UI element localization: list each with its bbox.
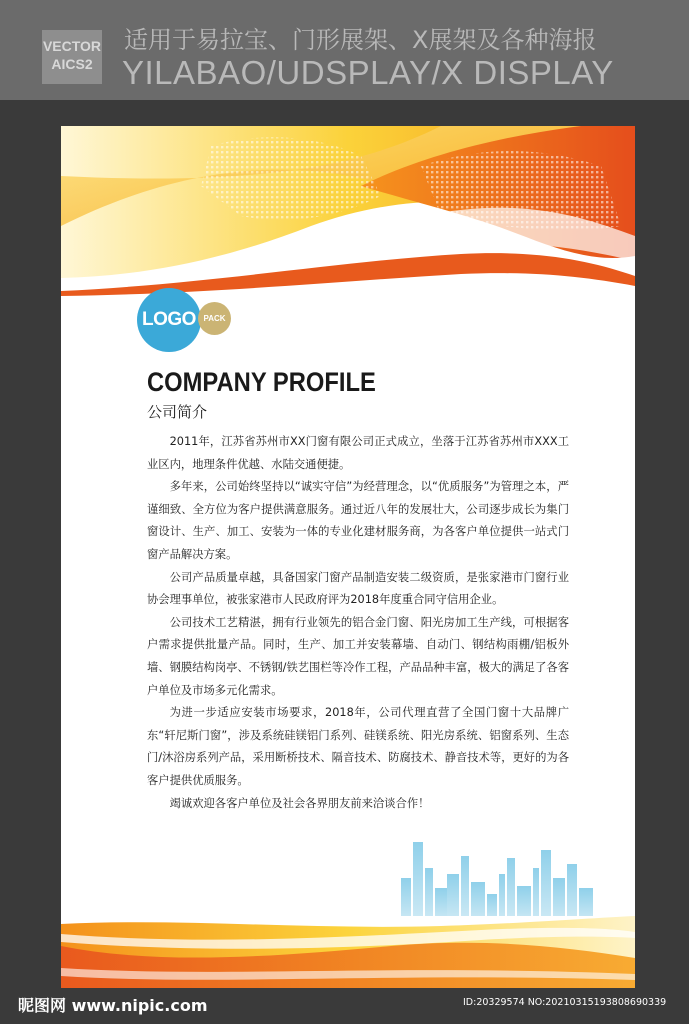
- poster: [61, 126, 635, 988]
- paragraph: 2011年，江苏省苏州市XX门窗有限公司正式成立，坐落于江苏省苏州市XXX工业区内，地理条件优越、水陆交通便捷。: [147, 435, 569, 471]
- watermark-site: 昵图网 www.nipic.com: [18, 996, 208, 1015]
- logo: LOGO: [137, 288, 201, 352]
- top-wave-decoration: [61, 126, 635, 296]
- city-skyline-illustration: [399, 838, 599, 922]
- paragraph: 公司技术工艺精湛，拥有行业领先的铝合金门窗、阳光房加工生产线，可根据客户需求提供批量产品。同时，生产、加工并安装幕墙、自动门、钢结构雨棚/铝板外墙、钢膜结构岗亭、不锈钢/铁艺围栏等冷作工程，产品品种丰富，极大的满足了各客户单位及市场多元化需求。: [147, 615, 569, 697]
- banner-title: 适用于易拉宝、门形展架、X展架及各种海报: [124, 26, 597, 54]
- heading-chinese: 公司简介: [147, 403, 208, 421]
- profile-body: [147, 431, 569, 815]
- paragraph: 竭诚欢迎各客户单位及社会各界朋友前来洽谈合作！: [169, 796, 430, 810]
- badge-line1: VECTOR: [42, 38, 102, 54]
- vector-badge: [42, 30, 102, 84]
- badge-line2: AICS2: [51, 56, 93, 72]
- banner-subtitle: YILABAO/UDSPLAY/X DISPLAY: [122, 54, 614, 91]
- watermark-id: ID:20329574 NO:20210315193808690339: [463, 997, 667, 1008]
- logo-pack-badge: PACK: [198, 302, 231, 335]
- top-banner: [0, 0, 689, 100]
- heading-english: COMPANY PROFILE: [147, 367, 376, 397]
- bottom-wave-decoration: [61, 916, 635, 988]
- paragraph: 公司产品质量卓越，具备国家门窗产品制造安装二级资质，是张家港市门窗行业协会理事单位，被张家港市人民政府评为2018年度重合同守信用企业。: [147, 570, 569, 607]
- paragraph: 多年来，公司始终坚持以“诚实守信”为经营理念，以“优质服务”为管理之本，严谨细致、全方位为客户提供满意服务。通过近八年的发展壮大，公司逐步成长为集门窗设计、生产、加工、安装为一体的专业化建材服务商，为各客户单位提供一站式门窗产品解决方案。: [147, 480, 569, 561]
- paragraph: 为进一步适应安装市场要求，2018年，公司代理直营了全国门窗十大品牌广东“轩尼斯门窗”，涉及系统硅镁铝门系列、硅镁系统、阳光房系统、铝窗系列、生态门/沐浴房系列产品，采用断桥技术、隔音技术、防腐技术、静音技术等，更好的为各客户提供优质服务。: [147, 706, 569, 787]
